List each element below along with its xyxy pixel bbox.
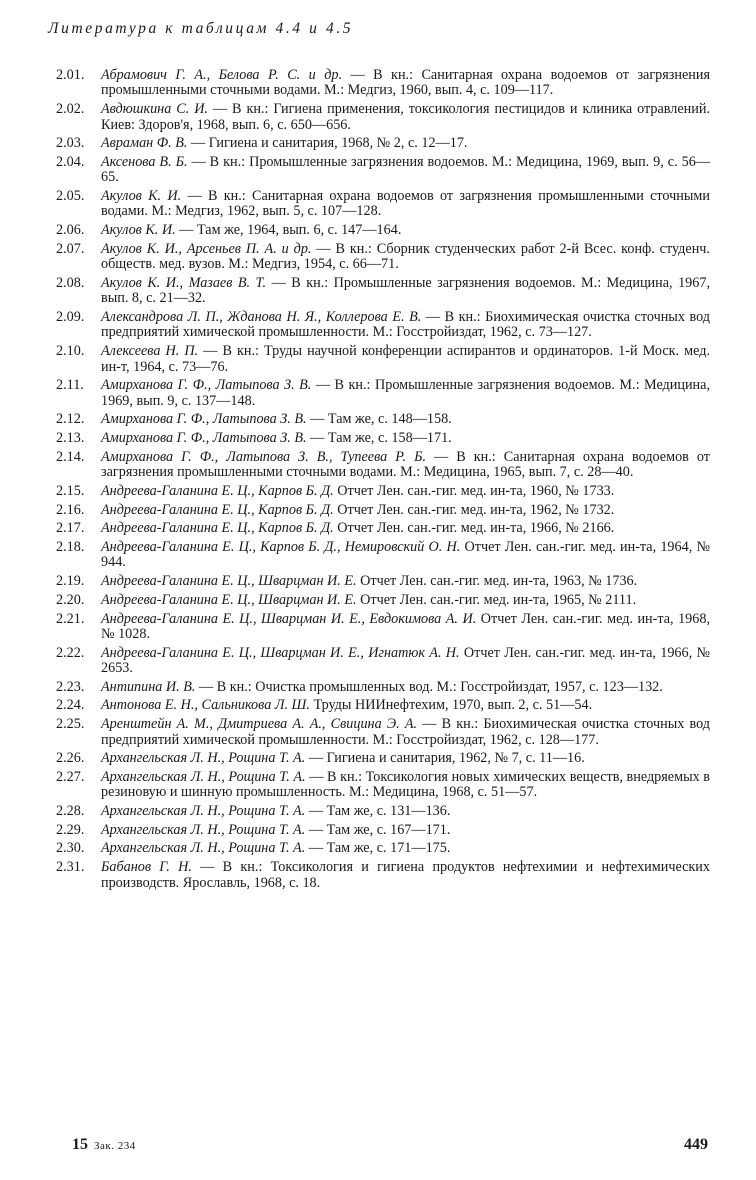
reference-number: 2.11. bbox=[56, 377, 84, 394]
reference-authors: Архангельская Л. Н., Рощина Т. А. bbox=[101, 821, 306, 838]
reference-text: — В кн.: Промышленные загрязнения водоемов. М.: Медицина, 1969, вып. 9, с. 56—65. bbox=[101, 153, 710, 186]
reference-item bbox=[56, 189, 710, 220]
reference-text: — В кн.: Очистка промышленных вод. М.: Госстройиздат, 1957, с. 123—132. bbox=[195, 678, 663, 695]
reference-authors: Архангельская Л. Н., Рощина Т. А. bbox=[101, 840, 306, 857]
reference-text: — Там же, с. 171—175. bbox=[305, 840, 451, 857]
reference-number: 2.02. bbox=[56, 101, 85, 118]
reference-number: 2.24. bbox=[56, 697, 85, 714]
reference-item bbox=[56, 804, 710, 819]
reference-text: — В кн.: Санитарная охрана водоемов от загрязнения промышленными сточными водами. М.: Медгиз, 1960, вып. 4, с. 109—117. bbox=[101, 67, 711, 99]
reference-authors: Аксенова В. Б. bbox=[101, 153, 188, 170]
reference-text: Отчет Лен. сан.-гиг. мед. ин-та, 1968, № 1028. bbox=[101, 610, 711, 642]
reference-item bbox=[56, 646, 710, 677]
reference-item bbox=[56, 574, 710, 589]
reference-number: 2.12. bbox=[56, 411, 85, 428]
reference-text: Труды НИИнефтехим, 1970, вып. 2, с. 51—54. bbox=[309, 697, 593, 714]
reference-number: 2.28. bbox=[56, 803, 85, 820]
reference-authors: Амирханова Г. Ф., Латыпова З. В. bbox=[101, 430, 307, 447]
reference-number: 2.18. bbox=[56, 539, 85, 556]
reference-number: 2.19. bbox=[56, 573, 85, 590]
reference-authors: Алексеева Н. П. bbox=[101, 343, 199, 360]
reference-item bbox=[56, 431, 710, 446]
reference-text: — Там же, 1964, вып. 6, с. 147—164. bbox=[175, 222, 402, 239]
reference-number: 2.27. bbox=[56, 768, 85, 785]
reference-authors: Андреева-Галанина Е. Ц., Карпов Б. Д. bbox=[101, 501, 334, 518]
reference-text: Отчет Лен. сан.-гиг. мед. ин-та, 1966, № 2166. bbox=[333, 520, 615, 537]
reference-number: 2.29. bbox=[56, 821, 85, 838]
reference-text: Отчет Лен. сан.-гиг. мед. ин-та, 1962, № 1732. bbox=[333, 501, 615, 518]
reference-number: 2.10. bbox=[56, 343, 85, 360]
reference-authors: Архангельская Л. Н., Рощина Т. А. bbox=[101, 768, 306, 785]
reference-text: — В кн.: Сборник студенческих работ 2-й Всес. конф. студенч. обществ. мед. вузов. М.: Медгиз, 1954, с. 66—71. bbox=[101, 240, 710, 273]
reference-item bbox=[56, 378, 710, 409]
signature-number: 15 bbox=[72, 1136, 88, 1153]
reference-item bbox=[56, 136, 710, 151]
reference-number: 2.13. bbox=[56, 430, 85, 447]
reference-number: 2.15. bbox=[56, 482, 85, 499]
reference-text: Отчет Лен. сан.-гиг. мед. ин-та, 1965, № 2111. bbox=[356, 591, 637, 608]
reference-text: Отчет Лен. сан.-гиг. мед. ин-та, 1966, № 2653. bbox=[101, 644, 710, 677]
reference-authors: Акулов К. И. bbox=[101, 188, 182, 205]
reference-item bbox=[56, 310, 710, 341]
order-mark: Зак. 234 bbox=[94, 1140, 136, 1152]
reference-item bbox=[56, 751, 710, 766]
reference-item bbox=[56, 242, 710, 273]
reference-authors: Авдюшкина С. И. bbox=[101, 101, 208, 118]
reference-authors: Антонова Е. Н., Сальникова Л. Ш. bbox=[101, 697, 310, 714]
reference-authors: Амирханова Г. Ф., Латыпова З. В., Тупеева Р. Б. bbox=[101, 448, 427, 465]
reference-number: 2.08. bbox=[56, 274, 85, 291]
reference-text: — Там же, с. 167—171. bbox=[305, 821, 451, 838]
reference-text: — В кн.: Токсикология и гигиена продуктов нефтехимии и нефтехимических производств. Ярославль, 1968, с. 18. bbox=[101, 859, 710, 891]
reference-authors: Архангельская Л. Н., Рощина Т. А. bbox=[101, 750, 306, 767]
reference-number: 2.23. bbox=[56, 678, 85, 695]
reference-authors: Авраман Ф. В. bbox=[101, 135, 188, 152]
reference-number: 2.03. bbox=[56, 135, 85, 152]
reference-number: 2.25. bbox=[56, 716, 85, 733]
reference-authors: Андреева-Галанина Е. Ц., Шварцман И. Е., Евдокимова А. И. bbox=[101, 610, 477, 627]
reference-authors: Александрова Л. П., Жданова Н. Я., Коллерова Е. В. bbox=[101, 309, 422, 326]
reference-authors: Андреева-Галанина Е. Ц., Шварцман И. Е. bbox=[101, 591, 357, 608]
reference-item bbox=[56, 503, 710, 518]
reference-text: — В кн.: Биохимическая очистка сточных вод предприятий химической промышленности. М.: Госстройиздат, 1962, с. 73—127. bbox=[101, 309, 710, 341]
reference-number: 2.05. bbox=[56, 188, 85, 205]
reference-authors: Архангельская Л. Н., Рощина Т. А. bbox=[101, 803, 306, 820]
reference-text: — В кн.: Промышленные загрязнения водоемов. М.: Медицина, 1967, вып. 8, с. 21—32. bbox=[101, 274, 710, 307]
reference-text: — Там же, с. 131—136. bbox=[305, 803, 451, 820]
reference-item bbox=[56, 841, 710, 856]
reference-number: 2.06. bbox=[56, 222, 85, 239]
reference-text: — В кн.: Промышленные загрязнения водоемов. М.: Медицина, 1969, вып. 9, с. 137—148. bbox=[101, 377, 710, 409]
reference-authors: Амирханова Г. Ф., Латыпова З. В. bbox=[101, 377, 312, 394]
reference-text: — В кн.: Биохимическая очистка сточных вод предприятий химической промышленности. М.: Госстройиздат, 1962, с. 128—177. bbox=[101, 716, 710, 748]
reference-authors: Абрамович Г. А., Белова Р. С. и др. bbox=[101, 67, 343, 83]
reference-authors: Андреева-Галанина Е. Ц., Шварцман И. Е. bbox=[101, 573, 357, 590]
reference-text: — В кн.: Санитарная охрана водоемов от загрязнения промышленными сточными водами. М.: Медицина, 1965, вып. 7, с. 28—40. bbox=[101, 448, 711, 481]
reference-item bbox=[56, 593, 710, 608]
reference-item bbox=[56, 540, 710, 571]
reference-number: 2.14. bbox=[56, 448, 85, 465]
reference-item bbox=[56, 717, 710, 748]
reference-item bbox=[56, 276, 710, 307]
reference-text: — В кн.: Санитарная охрана водоемов от загрязнения промышленными сточными водами. М.: Медгиз, 1962, вып. 5, с. 107—128. bbox=[101, 188, 710, 220]
reference-item bbox=[56, 521, 710, 536]
reference-item bbox=[56, 698, 710, 713]
reference-item bbox=[56, 344, 710, 375]
reference-text: — Там же, с. 158—171. bbox=[306, 430, 452, 447]
reference-item bbox=[56, 223, 710, 238]
page-footer bbox=[56, 1136, 710, 1156]
reference-number: 2.04. bbox=[56, 153, 85, 170]
reference-number: 2.22. bbox=[56, 644, 85, 661]
reference-authors: Андреева-Галанина Е. Ц., Карпов Б. Д. bbox=[101, 520, 334, 537]
reference-number: 2.17. bbox=[56, 520, 85, 537]
reference-authors: Антипина И. В. bbox=[101, 678, 196, 695]
reference-number: 2.07. bbox=[56, 240, 85, 257]
reference-text: Отчет Лен. сан.-гиг. мед. ин-та, 1964, № 944. bbox=[101, 539, 710, 571]
reference-authors: Андреева-Галанина Е. Ц., Шварцман И. Е., Игнатюк А. Н. bbox=[101, 644, 460, 661]
reference-item bbox=[56, 612, 710, 643]
reference-authors: Акулов К. И., Мазаев В. Т. bbox=[101, 274, 267, 291]
reference-item bbox=[56, 484, 710, 499]
reference-text: Отчет Лен. сан.-гиг. мед. ин-та, 1963, № 1736. bbox=[356, 573, 638, 590]
reference-text: — Гигиена и санитария, 1962, № 7, с. 11—16. bbox=[305, 750, 585, 767]
reference-authors: Амирханова Г. Ф., Латыпова З. В. bbox=[101, 411, 307, 428]
reference-number: 2.31. bbox=[56, 859, 85, 876]
reference-authors: Аренштейн А. М., Дмитриева А. А., Свицина Э. А. bbox=[101, 716, 418, 733]
reference-number: 2.09. bbox=[56, 309, 85, 326]
reference-text: — В кн.: Гигиена применения, токсикология пестицидов и клиника отравлений. Киев: Здоров'я, 1968, вып. 6, с. 650—656. bbox=[101, 101, 710, 133]
footer-imprint bbox=[72, 1136, 136, 1154]
reference-list bbox=[56, 68, 710, 894]
reference-authors: Акулов К. И. bbox=[101, 222, 176, 239]
reference-number: 2.21. bbox=[56, 610, 85, 627]
reference-item bbox=[56, 860, 710, 891]
reference-text: — Гигиена и санитария, 1968, № 2, с. 12—17. bbox=[187, 135, 468, 152]
reference-text: — В кн.: Токсикология новых химических веществ, внедряемых в резиновую и шинную промышленность. М.: Медицина, 1968, с. 51—57. bbox=[101, 768, 711, 801]
reference-item bbox=[56, 412, 710, 427]
page-header: Литература к таблицам 4.4 и 4.5 bbox=[48, 20, 354, 37]
reference-item bbox=[56, 155, 710, 186]
reference-authors: Акулов К. И., Арсеньев П. А. и др. bbox=[101, 240, 312, 257]
reference-number: 2.26. bbox=[56, 750, 85, 767]
reference-item bbox=[56, 450, 710, 481]
reference-number: 2.01. bbox=[56, 67, 85, 83]
reference-number: 2.16. bbox=[56, 501, 85, 518]
reference-number: 2.30. bbox=[56, 840, 85, 857]
reference-item bbox=[56, 823, 710, 838]
reference-item bbox=[56, 680, 710, 695]
reference-text: — В кн.: Труды научной конференции аспирантов и ординаторов. 1-й Моск. мед. ин-т, 1964, с. 73—76. bbox=[101, 343, 711, 375]
reference-text: Отчет Лен. сан.-гиг. мед. ин-та, 1960, № 1733. bbox=[333, 482, 615, 499]
reference-item bbox=[56, 770, 710, 801]
reference-text: — Там же, с. 148—158. bbox=[306, 411, 452, 428]
reference-authors: Андреева-Галанина Е. Ц., Карпов Б. Д., Немировский О. Н. bbox=[101, 539, 461, 556]
page-number: 449 bbox=[684, 1136, 708, 1153]
reference-item bbox=[56, 68, 710, 99]
reference-number: 2.20. bbox=[56, 591, 85, 608]
reference-authors: Бабанов Г. Н. bbox=[101, 859, 192, 876]
reference-authors: Андреева-Галанина Е. Ц., Карпов Б. Д. bbox=[101, 482, 334, 499]
reference-item bbox=[56, 102, 710, 133]
